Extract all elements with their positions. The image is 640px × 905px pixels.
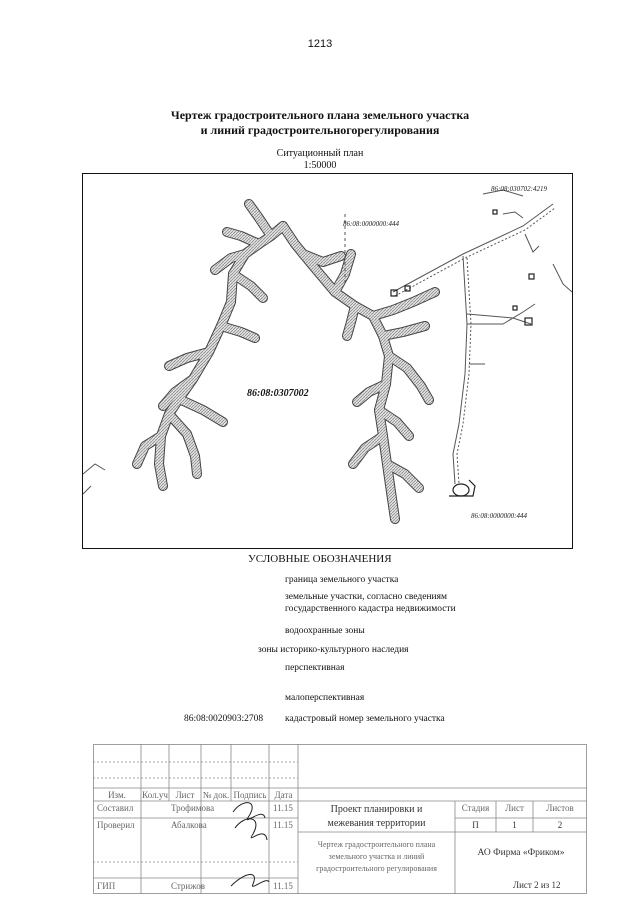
legend-title: УСЛОВНЫЕ ОБОЗНАЧЕНИЯ xyxy=(248,553,392,565)
title-block xyxy=(93,744,587,894)
stamp-sheets-value: 2 xyxy=(557,820,563,830)
stamp-name-compiled: Трофимова xyxy=(171,803,215,813)
stamp-header-date: Дата xyxy=(274,790,293,800)
stamp-stage-value: П xyxy=(472,820,479,830)
map-label-cad-upper: 86:08:0000000:444 xyxy=(343,220,399,228)
legend-cad-number: кадастровый номер земельного участка xyxy=(285,714,445,724)
stamp-sheets-header: Листов xyxy=(546,803,574,813)
situation-plan-label: Ситуационный план xyxy=(276,148,364,159)
map-drawing xyxy=(83,174,572,548)
stamp-company: АО Фирма «Фриком» xyxy=(477,848,565,858)
legend-cad-example: 86:08:0020903:2708 xyxy=(184,714,264,724)
legend-water-zones: водоохранные зоны xyxy=(285,626,365,636)
stamp-project-line2: межевания территории xyxy=(327,818,426,829)
drawing-title-line1: Чертеж градостроительного плана земельного участка xyxy=(170,108,470,122)
stamp-header-sheet: Лист xyxy=(175,790,195,800)
stamp-role-compiled: Составил xyxy=(97,803,134,813)
stamp-date-compiled: 11.15 xyxy=(273,803,293,813)
stamp-role-gip: ГИП xyxy=(97,881,116,891)
stamp-date-gip: 11.15 xyxy=(273,881,293,891)
stamp-name-gip: Стрижов xyxy=(171,881,205,891)
map-label-cad-top-right: 86:08:030702:4219 xyxy=(491,185,547,193)
stamp-header-signature: Подпись xyxy=(233,790,267,800)
stamp-sheet-value: 1 xyxy=(512,820,517,830)
legend-gkn-line2: государственного кадастра недвижимости xyxy=(285,604,456,614)
stamp-drawing-line1: Чертеж градостроительного плана xyxy=(317,840,436,849)
stamp-stage-header: Стадия xyxy=(461,803,490,813)
stamp-role-checked: Проверил xyxy=(97,820,135,830)
legend-boundary: граница земельного участка xyxy=(285,575,399,585)
legend-prospective: перспективная xyxy=(285,663,345,673)
stamp-sheet-of: Лист 2 из 12 xyxy=(513,880,561,890)
stamp-header-change: Изм. xyxy=(108,790,126,800)
stamp-drawing-line3: градостроительного регулирования xyxy=(316,864,437,873)
stamp-header-count: Кол.уч xyxy=(142,790,168,800)
map-label-parcel-main: 86:08:0307002 xyxy=(247,388,309,399)
stamp-header-doc-no: № док. xyxy=(202,790,230,800)
map-objects xyxy=(391,210,534,496)
legend-heritage-zones: зоны историко-культурного наследия xyxy=(258,645,409,655)
stamp-date-checked: 11.15 xyxy=(273,820,293,830)
signature-marks xyxy=(231,803,269,887)
stamp-sheet-header: Лист xyxy=(505,803,524,813)
page-number: 1213 xyxy=(307,38,333,50)
river-network xyxy=(137,204,435,519)
legend-gkn-line1: земельные участки, согласно сведениям xyxy=(285,592,447,602)
stamp-name-checked: Абалкова xyxy=(171,820,207,830)
situation-map xyxy=(82,173,573,549)
stamp-drawing-line2: земельного участка и линий xyxy=(328,852,425,861)
drawing-title-line2: и линий градостроительногорегулирования xyxy=(200,123,440,137)
map-label-cad-lower: 86:08:0000000:444 xyxy=(471,512,527,520)
legend-low-prospective: малоперспективная xyxy=(285,693,365,703)
stamp-project-line1: Проект планировки и xyxy=(330,804,423,815)
scale-label: 1:50000 xyxy=(303,160,337,171)
